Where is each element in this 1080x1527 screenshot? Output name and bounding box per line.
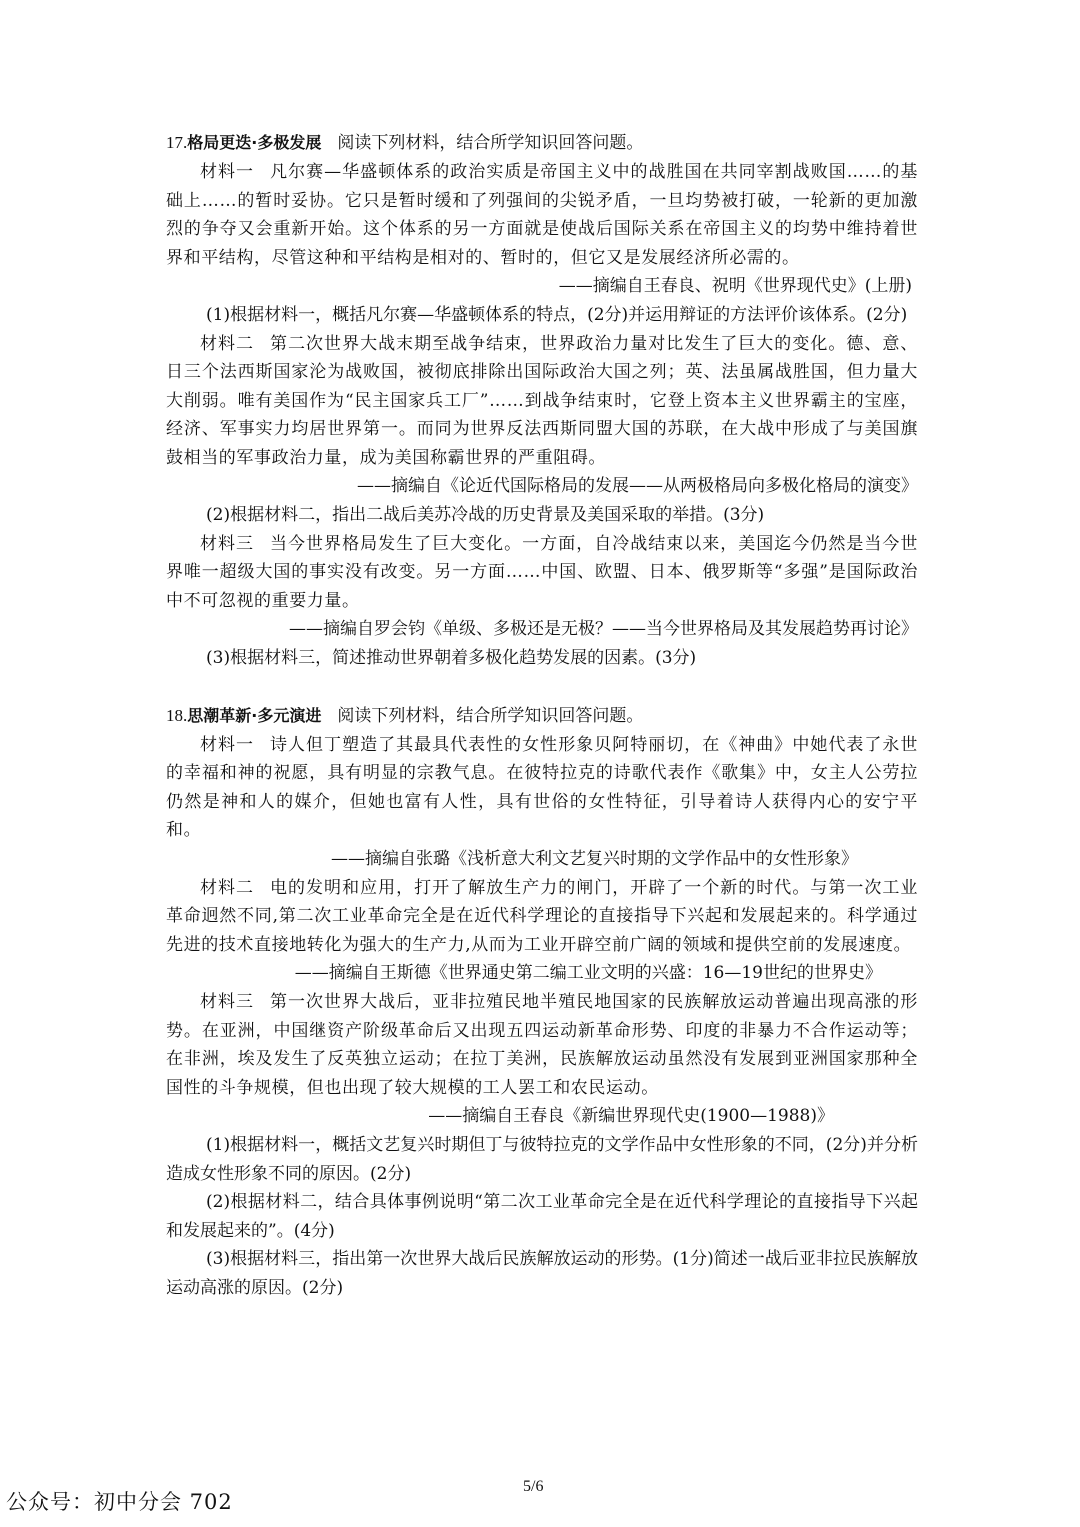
question-18-title	[166, 701, 918, 731]
question-instruction: 阅读下列材料，结合所学知识回答问题。	[337, 133, 644, 153]
sub-question: (3)根据材料三，简述推动世界朝着多极化趋势发展的因素。(3分)	[206, 648, 697, 668]
sub-question: (1)根据材料一，概括凡尔赛—华盛顿体系的特点，(2分)并运用辩证的方法评价该体系。(2分)	[206, 305, 908, 325]
sub-question: (3)根据材料三，指出第一次世界大战后民族解放运动的形势。(1分)简述一战后亚非拉民族解放运动高涨的原因。(2分)	[166, 1249, 918, 1298]
page-content	[166, 128, 918, 1302]
material-paragraph	[166, 530, 918, 616]
material-label: 材料二	[200, 333, 255, 354]
material-label: 材料三	[200, 533, 255, 554]
material-paragraph	[166, 874, 918, 960]
material-label: 材料二	[200, 877, 255, 898]
material-paragraph	[166, 330, 918, 473]
sub-question: (2)根据材料二，指出二战后美苏冷战的历史背景及美国采取的举措。(3分)	[206, 505, 765, 525]
material-source: ——摘编自王春良、祝明《世界现代史》(上册)	[558, 276, 912, 296]
material-text: 当今世界格局发生了巨大变化。一方面，自冷战结束以来，美国迄今仍然是当今世界唯一超级大国的事实没有改变。另一方面……中国、欧盟、日本、俄罗斯等“多强”是国际政治中不可忽视的重要力量。	[166, 533, 918, 611]
footer-note: 公众号：初中分会 702	[6, 1490, 233, 1514]
material-source: ——摘编自《论近代国际格局的发展——从两极格局向多极化格局的演变》	[357, 476, 918, 496]
material-text: 凡尔赛—华盛顿体系的政治实质是帝国主义中的战胜国在共同宰割战败国……的基础上……的暂时妥协。它只是暂时缓和了列强间的尖锐矛盾，一旦均势被打破，一轮新的更加激烈的争夺又会重新开始。这个体系的另一方面就是使战后国际关系在帝国主义的均势中维持着世界和平结构，尽管这种和平结构是相对的、暂时的，但它又是发展经济所必需的。	[166, 162, 918, 268]
page-number: 5/6	[523, 1478, 544, 1495]
question-theme: 格局更迭·多极发展	[187, 133, 322, 152]
material-paragraph	[166, 158, 918, 272]
material-label: 材料一	[200, 162, 255, 182]
question-number: 17.	[166, 133, 188, 152]
material-paragraph	[166, 988, 918, 1102]
material-text: 诗人但丁塑造了其最具代表性的女性形象贝阿特丽切，在《神曲》中她代表了永世的幸福和神的祝愿，具有明显的宗教气息。在彼特拉克的诗歌代表作《歌集》中，女主人公劳拉仍然是神和人的媒介，但她也富有人性，具有世俗的女性特征，引导着诗人获得内心的安宁平和。	[166, 734, 918, 840]
material-label: 材料一	[200, 734, 255, 755]
material-paragraph	[166, 731, 918, 845]
material-source: ——摘编自王春良《新编世界现代史(1900—1988)》	[428, 1106, 834, 1126]
material-source: ——摘编自王斯德《世界通史第二编工业文明的兴盛：16—19世纪的世界史》	[294, 963, 882, 983]
section-gap	[166, 673, 918, 701]
material-source: ——摘编自罗会钧《单级、多极还是无极？——当今世界格局及其发展趋势再讨论》	[289, 619, 918, 639]
material-text: 第二次世界大战末期至战争结束，世界政治力量对比发生了巨大的变化。德、意、日三个法西斯国家沦为战败国，被彻底排除出国际政治大国之列；英、法虽属战胜国，但力量大大削弱。唯有美国作为“民主国家兵工厂”……到战争结束时，它登上资本主义世界霸主的宝座，经济、军事实力均居世界第一。而同为世界反法西斯同盟大国的苏联，在大战中形成了与美国旗鼓相当的军事政治力量，成为美国称霸世界的严重阻碍。	[166, 333, 918, 468]
material-source: ——摘编自张璐《浅析意大利文艺复兴时期的文学作品中的女性形象》	[331, 848, 858, 869]
material-text: 第一次世界大战后，亚非拉殖民地半殖民地国家的民族解放运动普遍出现高涨的形势。在亚洲，中国继资产阶级革命后又出现五四运动新革命形势、印度的非暴力不合作运动等；在非洲，埃及发生了反英独立运动；在拉丁美洲，民族解放运动虽然没有发展到亚洲国家那种全国性的斗争规模，但也出现了较大规模的工人罢工和农民运动。	[166, 992, 918, 1098]
question-instruction: 阅读下列材料，结合所学知识回答问题。	[337, 705, 644, 726]
question-theme: 思潮革新·多元演进	[187, 705, 322, 725]
material-text: 电的发明和应用，打开了解放生产力的闸门，开辟了一个新的时代。与第一次工业革命迥然不同,第二次工业革命完全是在近代科学理论的直接指导下兴起和发展起来的。科学通过先进的技术直接地转化为强大的生产力,从而为工业开辟空前广阔的领域和提供空前的发展速度。	[166, 877, 918, 955]
sub-question: (1)根据材料一，概括文艺复兴时期但丁与彼特拉克的文学作品中女性形象的不同，(2分)并分析造成女性形象不同的原因。(2分)	[166, 1135, 918, 1184]
sub-question: (2)根据材料二，结合具体事例说明“第二次工业革命完全是在近代科学理论的直接指导下兴起和发展起来的”。(4分)	[166, 1192, 918, 1241]
question-number: 18.	[166, 705, 188, 725]
question-17-title	[166, 128, 918, 158]
material-label: 材料三	[200, 992, 255, 1012]
